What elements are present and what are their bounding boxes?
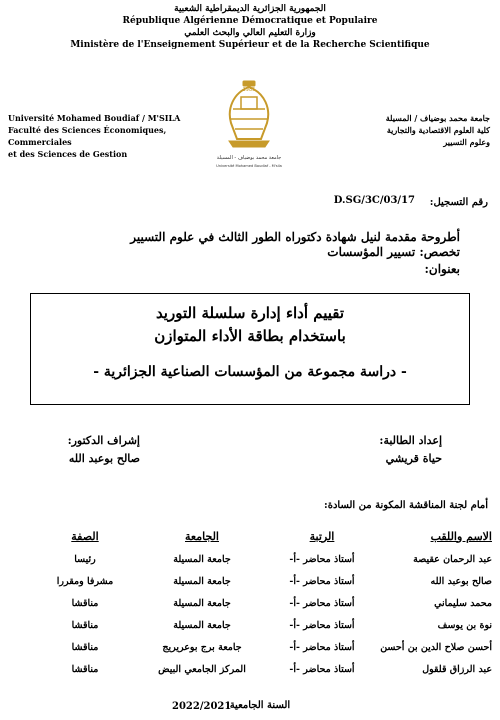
thesis-title-line1: تقييم أداء إدارة سلسلة التوريد	[155, 304, 345, 322]
jury-member-institution: جامعة المسيلة	[173, 575, 231, 587]
logo-year: 1985	[242, 87, 256, 93]
jury-member-institution: جامعة المسيلة	[173, 553, 231, 565]
supervisor-label: إشراف الدكتور:	[67, 434, 140, 447]
jury-member-institution: جامعة المسيلة	[173, 619, 231, 631]
ministry-ar: وزارة التعليم العالي والبحث العلمي	[184, 28, 316, 38]
republic-ar: الجمهورية الجزائرية الديمقراطية الشعبية	[174, 4, 326, 14]
registration-label: رقم التسجيل:	[429, 197, 488, 208]
thesis-title-intro: بعنوان:	[424, 262, 460, 276]
logo-caption-fr: Université Mohamed Boudiaf - M'sila	[216, 164, 282, 168]
table-row	[28, 548, 492, 570]
thesis-title-line2: باستخدام بطاقة الأداء المتوازن	[154, 327, 346, 345]
jury-member-rank: أستاذ محاضر -أ-	[289, 663, 355, 675]
university-fr-block	[8, 112, 218, 160]
jury-member-role: مناقشا	[71, 597, 99, 609]
jury-member-institution: جامعة المسيلة	[173, 597, 231, 609]
jury-member-rank: أستاذ محاضر -أ-	[289, 597, 355, 609]
jury-intro: أمام لجنة المناقشة المكونة من السادة:	[324, 500, 488, 511]
thesis-title-line3: - دراسة مجموعة من المؤسسات الصناعية الجزائرية -	[93, 364, 407, 380]
table-row	[28, 570, 492, 592]
table-row	[28, 658, 492, 680]
thesis-specialty: تخصص: تسيير المؤسسات	[327, 245, 460, 259]
university-fr-line2: Faculté des Sciences Économiques, Commerciales	[8, 125, 167, 147]
table-row	[28, 636, 492, 658]
jury-member-rank: أستاذ محاضر -أ-	[289, 619, 355, 631]
jury-member-name: محمد سليماني	[434, 597, 492, 609]
jury-member-role: مشرفا ومقررا	[56, 575, 114, 587]
university-fr-line1: Université Mohamed Boudiaf / M'SILA	[8, 113, 181, 123]
academic-year-value: 2022/2021	[172, 701, 232, 712]
jury-member-rank: أستاذ محاضر -أ-	[289, 641, 355, 653]
jury-member-role: رئيسا	[74, 553, 96, 565]
jury-member-name: صالح بوعبد الله	[430, 575, 492, 587]
logo-caption-ar: جامعة محمد بوضياف - المسيلة	[216, 155, 282, 161]
jury-header-rank: الرتبة	[309, 529, 335, 543]
jury-member-role: مناقشا	[71, 619, 99, 631]
jury-header-institution: الجامعة	[185, 529, 219, 543]
table-row	[28, 614, 492, 636]
jury-member-role: مناقشا	[71, 641, 99, 653]
jury-member-role: مناقشا	[71, 663, 99, 675]
jury-table	[28, 524, 492, 680]
logo-emblem-icon	[213, 79, 285, 175]
jury-member-institution: جامعة برج بوعريريج	[162, 641, 242, 653]
jury-member-name: عبد الرحمان عقيصة	[413, 553, 492, 565]
jury-member-institution: المركز الجامعي البيض	[158, 663, 246, 675]
registration-value: D.SG/3C/03/17	[333, 195, 415, 206]
student-name: حياة قريشي	[385, 452, 442, 465]
thesis-title-box	[30, 293, 470, 405]
supervisor-name: صالح بوعبد الله	[68, 452, 140, 465]
university-fr-line3: et des Sciences de Gestion	[8, 149, 128, 159]
jury-member-name: نوة بن يوسف	[437, 619, 492, 631]
jury-member-rank: أستاذ محاضر -أ-	[289, 553, 355, 565]
republic-fr: République Algérienne Démocratique et Populaire	[122, 16, 378, 26]
student-label: إعداد الطالبة:	[379, 434, 442, 447]
university-ar-line1: جامعة محمد بوضياف / المسيلة	[385, 113, 490, 123]
jury-header-row	[28, 524, 492, 548]
jury-member-name: عبد الرزاق قلقول	[422, 663, 492, 675]
jury-member-name: أحسن صلاح الدين بن أحسن	[380, 641, 492, 653]
university-ar-line2: كلية العلوم الاقتصادية والتجارية	[386, 125, 490, 135]
university-ar-line3: وعلوم التسيير	[443, 137, 490, 147]
ministry-fr: Ministère de l'Enseignement Supérieur et de la Recherche Scientifique	[70, 40, 430, 50]
university-logo	[213, 79, 285, 175]
university-ar-block	[330, 112, 490, 148]
jury-member-rank: أستاذ محاضر -أ-	[289, 575, 355, 587]
academic-year-label: السنة الجامعية:	[226, 700, 291, 711]
jury-header-role: الصفة	[71, 529, 99, 543]
thesis-intro: أطروحة مقدمة لنيل شهادة دكتوراه الطور الثالث في علوم التسيير	[130, 230, 460, 244]
table-row	[28, 592, 492, 614]
jury-header-name: الاسم واللقب	[430, 529, 492, 543]
